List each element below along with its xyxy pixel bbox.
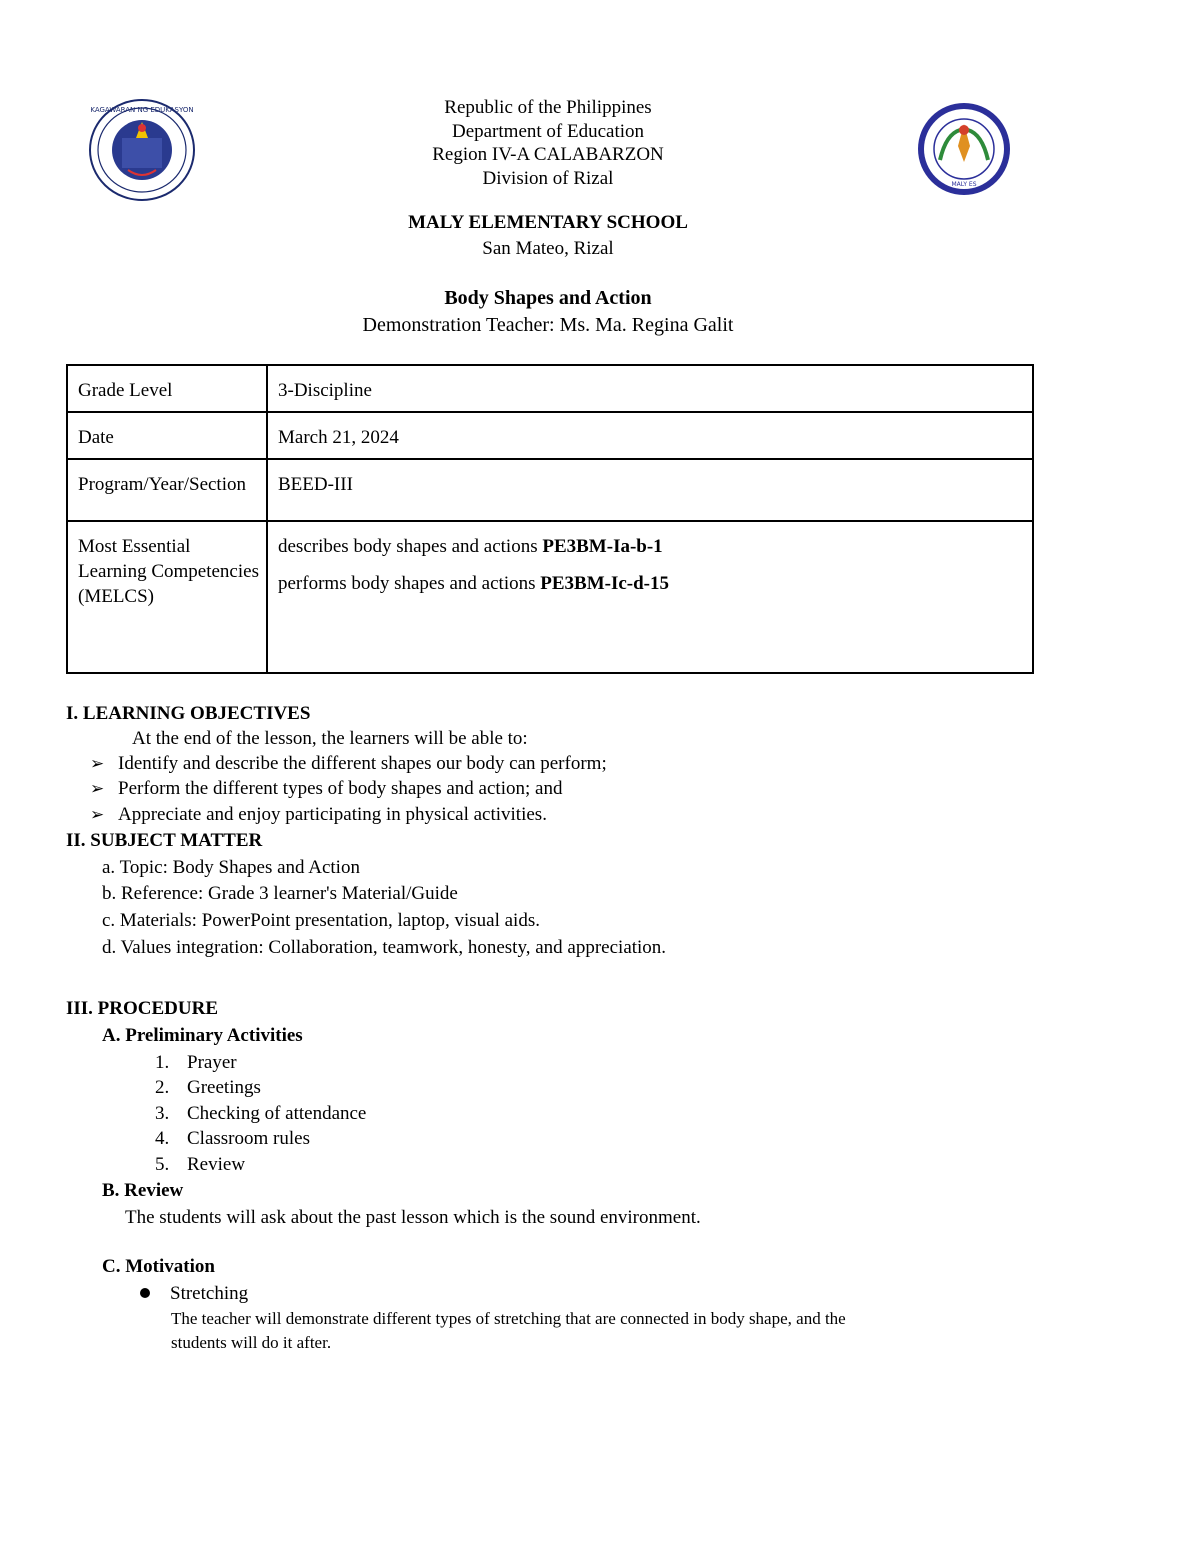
competencies-cell [267,521,1033,673]
table-label: Grade Level [67,365,267,412]
bullet-dot-icon [140,1288,150,1298]
procedure-heading: III. PROCEDURE [66,998,219,1019]
table-row [67,365,1033,412]
school-name: MALY ELEMENTARY SCHOOL [408,212,688,233]
list-item: ➢ Appreciate and enjoy participating in physical activities. [90,802,547,828]
motivation-text-line: The teacher will demonstrate different types of stretching that are connected in body shape, and the [171,1309,846,1328]
list-item: Stretching [140,1281,248,1306]
demonstration-teacher: Demonstration Teacher: Ms. Ma. Regina Galit [362,314,734,336]
svg-text:KAGAWARAN NG EDUKASYON: KAGAWARAN NG EDUKASYON [90,106,194,114]
agency-header [0,96,1096,190]
header-line: Department of Education [451,120,645,142]
list-item: b. Reference: Grade 3 learner's Material/Guide [102,883,458,904]
table-row [67,521,1033,673]
list-item: 3. Checking of attendance [155,1103,367,1124]
list-item: 4. Classroom rules [155,1128,310,1149]
header-line: Region IV-A CALABARZON [432,144,664,165]
table-label: Program/Year/Section [67,459,267,521]
document-title: Body Shapes and Action [444,287,652,309]
competency-item [278,571,1022,596]
table-value: BEED-III [267,459,1033,521]
table-row [67,412,1033,459]
header-line: Division of Rizal [482,167,614,189]
list-item: d. Values integration: Collaboration, teamwork, honesty, and appreciation. [102,937,667,958]
competency-text: performs body shapes and actions [278,573,541,594]
objectives-intro: At the end of the lesson, the learners will be able to: [132,728,528,749]
list-item: ➢ Perform the different types of body shapes and action; and [90,776,562,802]
list-item: 5. Review [155,1154,246,1175]
svg-text:MALY ES: MALY ES [951,181,977,188]
list-item: c. Materials: PowerPoint presentation, laptop, visual aids. [102,910,540,931]
preliminary-heading: A. Preliminary Activities [102,1025,303,1046]
competency-text: describes body shapes and actions [278,536,543,557]
motivation-heading: C. Motivation [102,1256,215,1277]
competency-item [278,534,1022,559]
school-location: San Mateo, Rizal [482,238,614,259]
list-item: 2. Greetings [155,1077,261,1098]
review-heading: B. Review [102,1180,184,1201]
arrow-bullet-icon: ➢ [90,805,105,825]
header-line: Republic of the Philippines [444,97,652,118]
objectives-heading: I. LEARNING OBJECTIVES [66,703,311,724]
competency-code: PE3BM-Ic-d-15 [540,573,670,594]
competency-code: PE3BM-Ia-b-1 [542,536,663,557]
review-text: The students will ask about the past lesson which is the sound environment. [125,1207,701,1228]
list-item: 1. Prayer [155,1052,237,1073]
list-item: ➢ Identify and describe the different shapes our body can perform; [90,751,607,777]
table-label: Most Essential Learning Competencies (MELCS) [67,521,267,673]
motivation-text-line: students will do it after. [171,1333,332,1352]
table-value: March 21, 2024 [267,412,1033,459]
table-value: 3-Discipline [267,365,1033,412]
table-label: Date [67,412,267,459]
arrow-bullet-icon: ➢ [90,779,105,799]
list-item: a. Topic: Body Shapes and Action [102,857,360,878]
arrow-bullet-icon: ➢ [90,754,105,774]
subject-matter-heading: II. SUBJECT MATTER [66,830,263,851]
lesson-info-table [66,364,1034,674]
table-row [67,459,1033,521]
